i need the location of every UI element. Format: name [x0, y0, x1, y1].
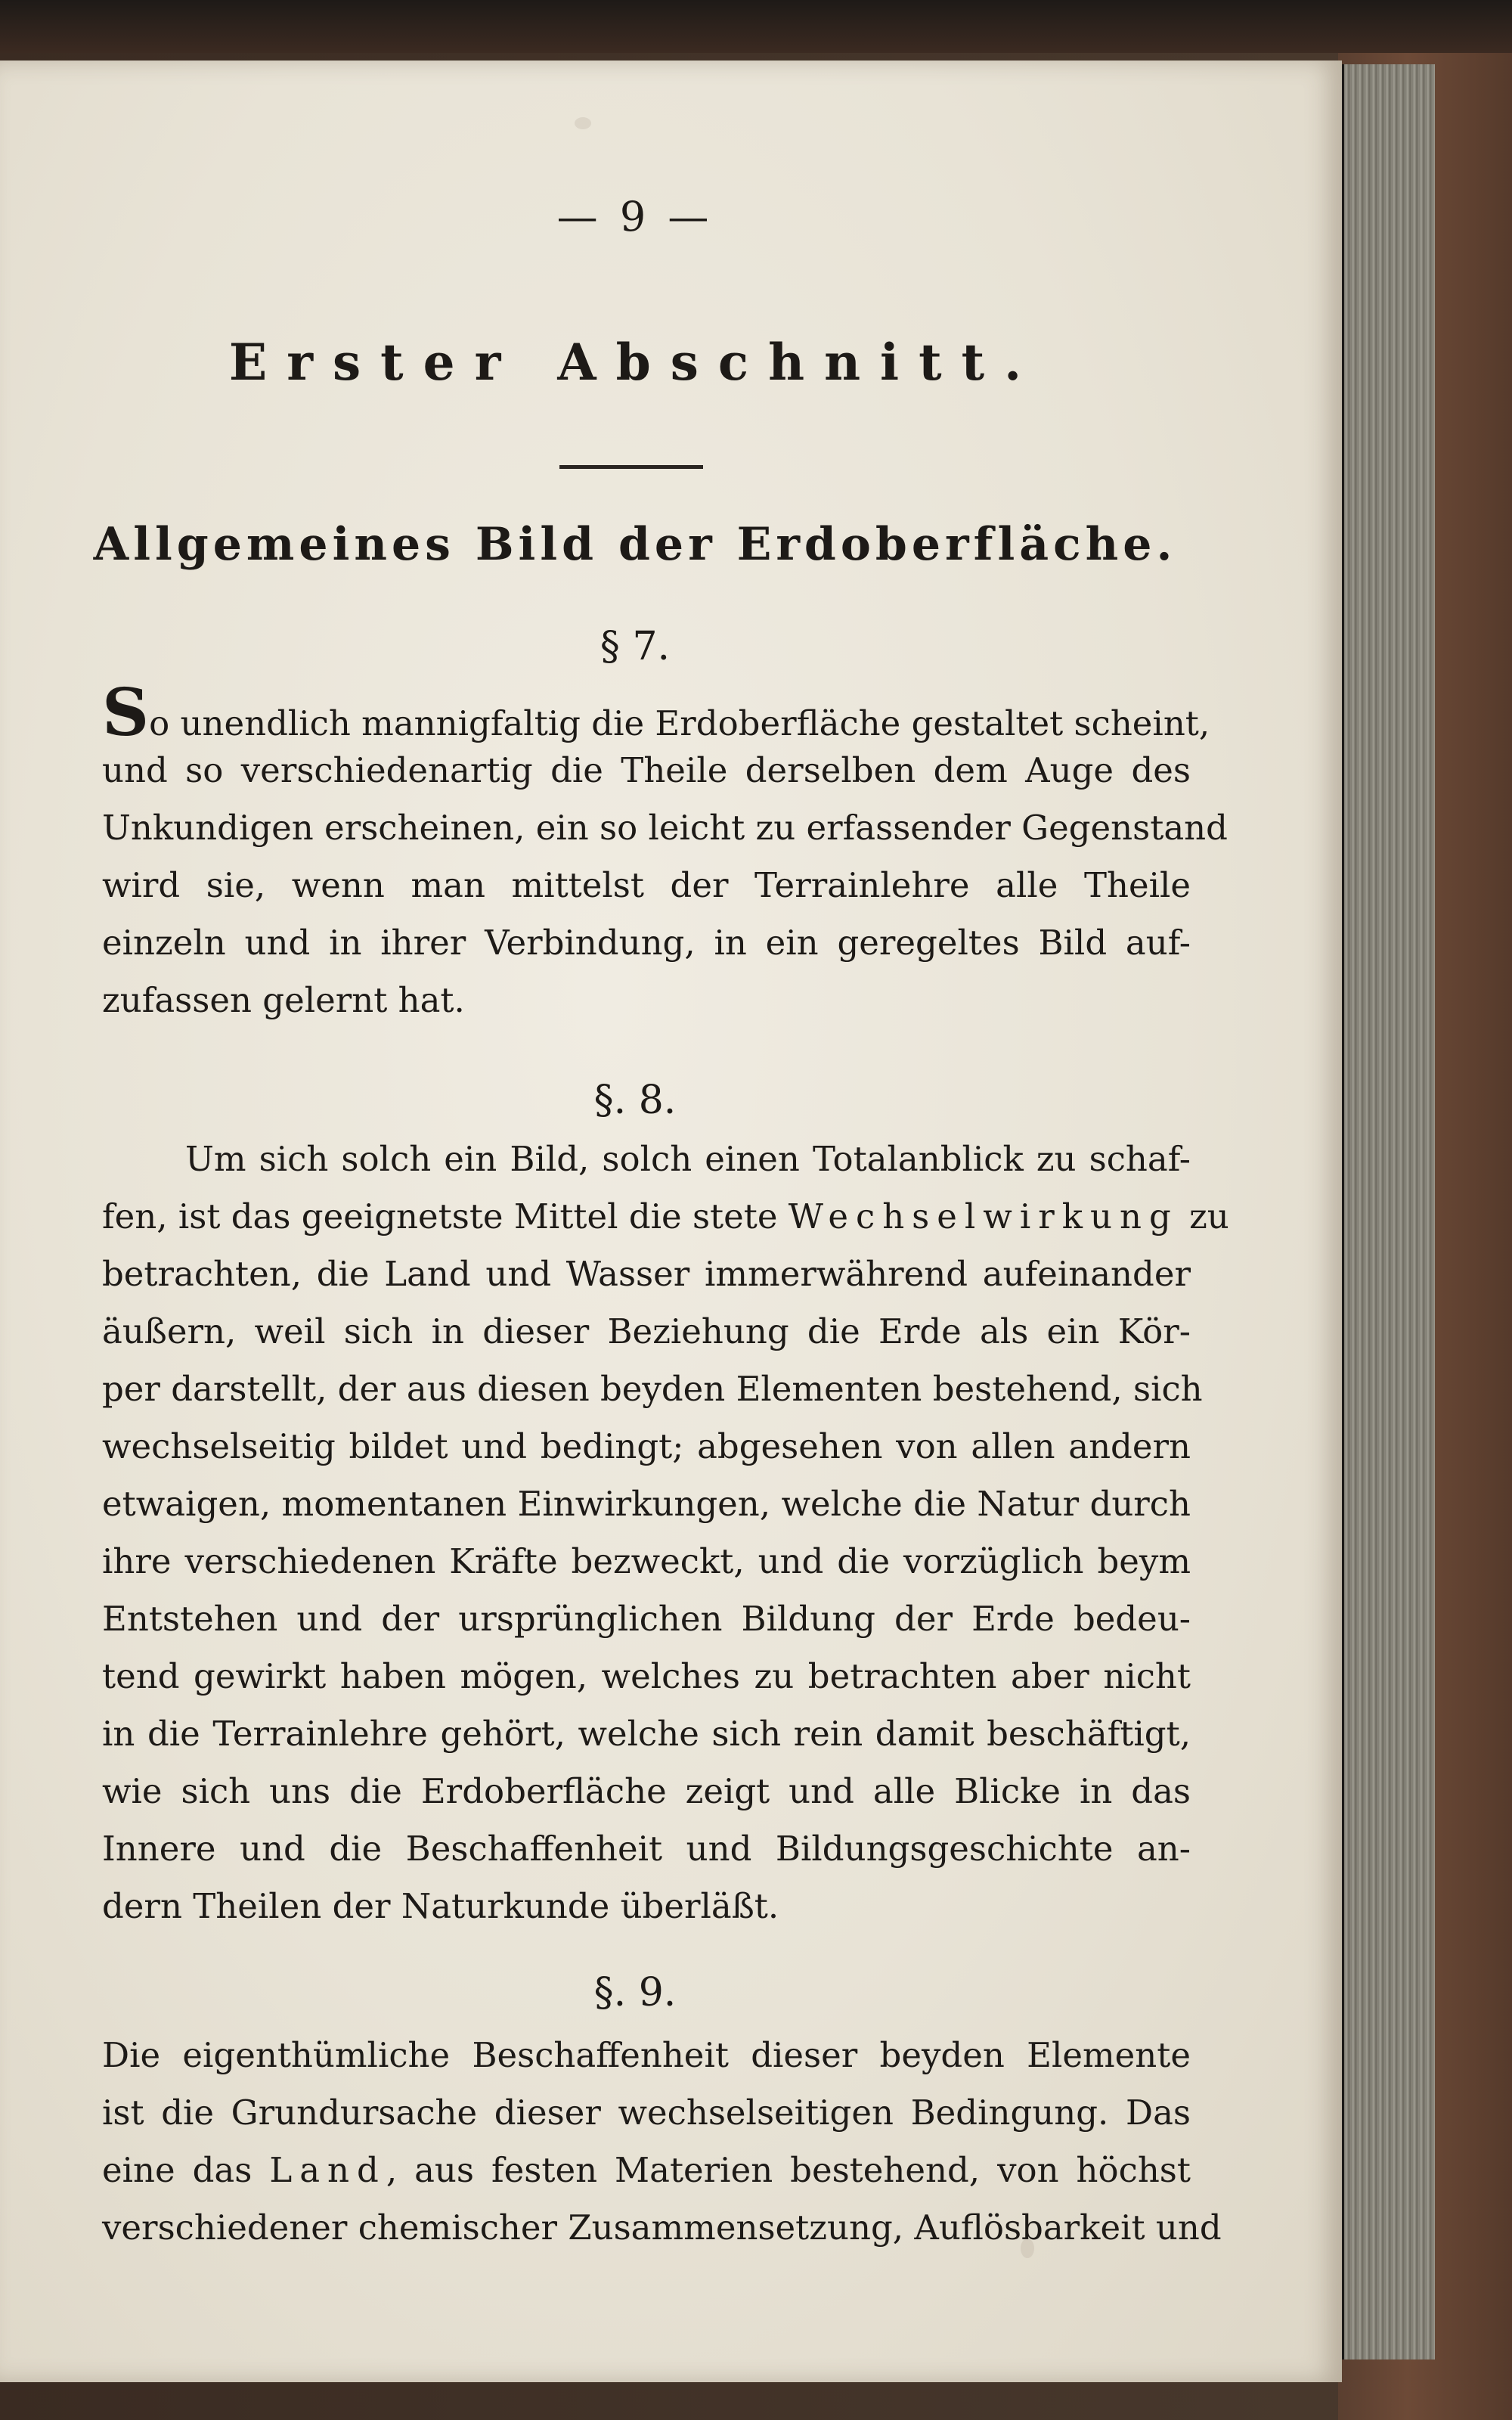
emphasized-word: Wechselwirkung: [788, 1196, 1179, 1236]
text-line: So unendlich mannigfaltig die Erdoberfläche gestaltet scheint,: [102, 675, 1210, 751]
text-line: fen, ist das geeignetste Mittel die stete Wechselwirkung zu: [102, 1196, 1229, 1236]
text-line: wechselseitig bildet und bedingt; abgesehen von allen andern: [102, 1426, 1191, 1466]
text-line: ist die Grundursache dieser wechselseitigen Bedingung. Das: [102, 2093, 1191, 2133]
page-edges: [1340, 64, 1435, 2360]
text-line: einzeln und in ihrer Verbindung, in ein geregeltes Bild auf-: [102, 923, 1191, 963]
text-line: wird sie, wenn man mittelst der Terrainlehre alle Theile: [102, 865, 1191, 905]
text-line: tend gewirkt haben mögen, welches zu betrachten aber nicht: [102, 1656, 1191, 1696]
paragraph-9: [102, 2027, 1222, 2257]
text-line: Innere und die Beschaffenheit und Bildungsgeschichte an-: [102, 1829, 1191, 1869]
text-line: eine das Land, aus festen Materien bestehend, von höchst: [102, 2150, 1191, 2190]
book-page: [0, 60, 1342, 2382]
text-line: Unkundigen erscheinen, ein so leicht zu erfassender Gegenstand: [102, 808, 1228, 848]
paragraph-mark-8: §. 8.: [593, 1078, 677, 1123]
text-line: Die eigenthümliche Beschaffenheit dieser beyden Elemente: [102, 2035, 1191, 2075]
text-line: in die Terrainlehre gehört, welche sich rein damit beschäftigt,: [102, 1714, 1191, 1754]
text-line: äußern, weil sich in dieser Beziehung die Erde als ein Kör-: [102, 1311, 1191, 1351]
text-line: verschiedener chemischer Zusammensetzung, Auflösbarkeit und: [102, 2207, 1222, 2248]
text-line: zufassen gelernt hat.: [102, 980, 465, 1020]
text-line: dern Theilen der Naturkunde überläßt.: [102, 1886, 779, 1926]
text-line: ihre verschiedenen Kräfte bezweckt, und die vorzüglich beym: [102, 1541, 1191, 1581]
page-content: [0, 60, 1342, 2382]
paragraph-8: [102, 1131, 1229, 1935]
text-line: wie sich uns die Erdoberfläche zeigt und alle Blicke in das: [102, 1771, 1191, 1811]
text-line: und so verschiedenartig die Theile derselben dem Auge des: [102, 750, 1191, 790]
text-line: etwaigen, momentanen Einwirkungen, welche die Natur durch: [102, 1484, 1191, 1524]
page-number: — 9 —: [556, 193, 714, 240]
text-line: per darstellt, der aus diesen beyden Elementen bestehend, sich: [102, 1369, 1203, 1409]
text-line: betrachten, die Land und Wasser immerwährend aufeinander: [102, 1254, 1191, 1294]
section-title: Erster Abschnitt.: [228, 333, 1042, 392]
title-divider: [559, 465, 703, 469]
text-line: Um sich solch ein Bild, solch einen Totalanblick zu schaf-: [185, 1139, 1191, 1179]
book-cover-top-edge: [0, 0, 1512, 53]
paragraph-mark-7: § 7.: [600, 624, 671, 669]
chapter-title: Allgemeines Bild der Erdoberfläche.: [93, 518, 1177, 571]
paragraph-7: [102, 675, 1228, 1029]
emphasized-word: Land: [269, 2150, 386, 2190]
paragraph-mark-9: §. 9.: [593, 1970, 677, 2015]
text-line: Entstehen und der ursprünglichen Bildung der Erde bedeu-: [102, 1599, 1191, 1639]
drop-cap: S: [102, 675, 150, 751]
